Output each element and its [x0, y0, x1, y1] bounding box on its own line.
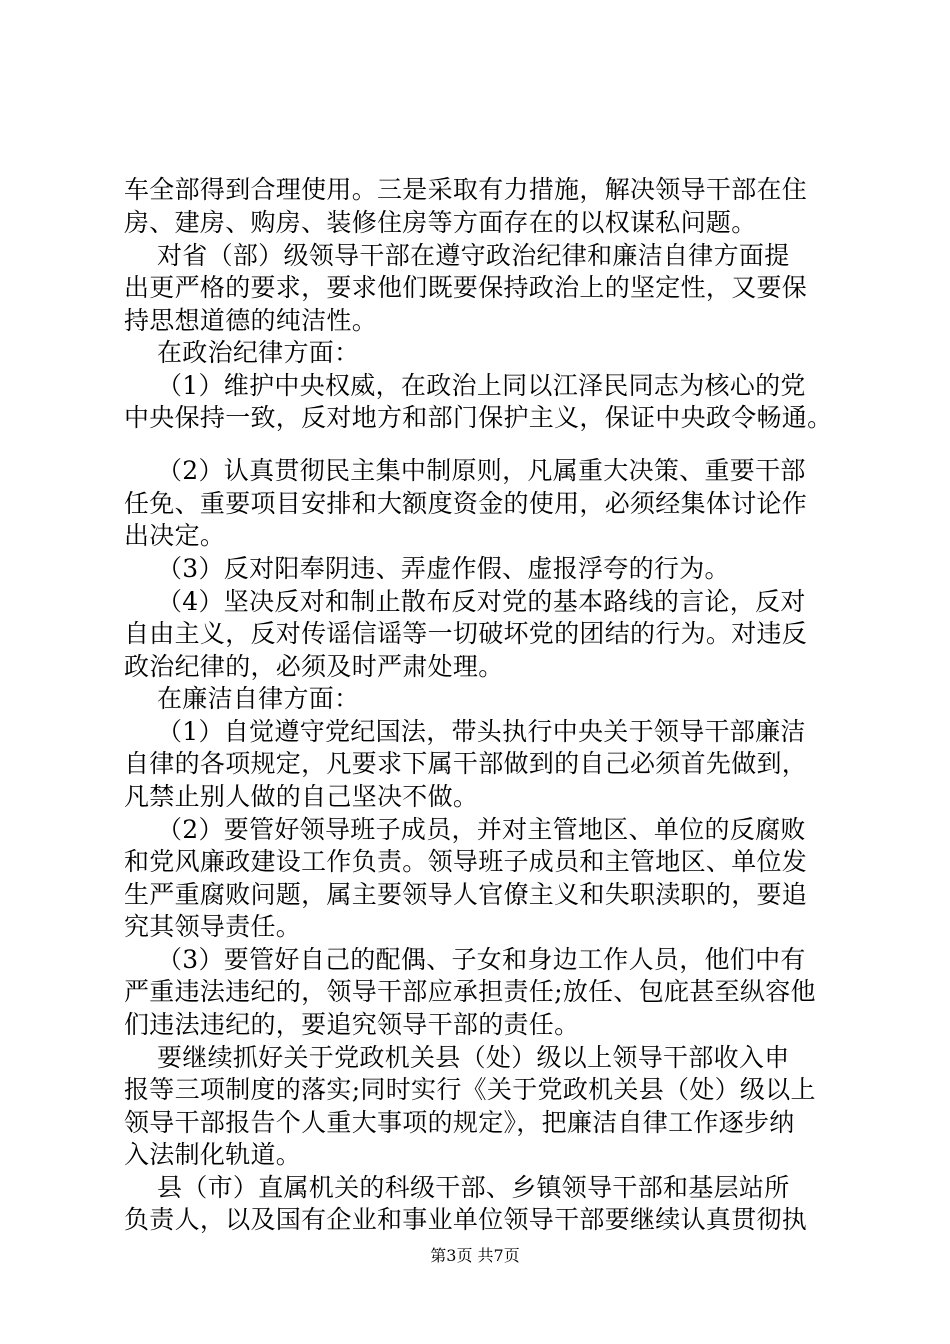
body-line: 任免、重要项目安排和大额度资金的使用，必须经集体讨论作 — [124, 489, 808, 518]
body-line: 严重违法违纪的，领导干部应承担责任;放任、包庇甚至纵容他 — [124, 977, 816, 1006]
body-line: 中央保持一致，反对地方和部门保护主义，保证中央政令畅通。 — [124, 403, 833, 432]
body-line: 在廉洁自律方面： — [124, 684, 360, 713]
body-line: 要继续抓好关于党政机关县（处）级以上领导干部收入申 — [124, 1043, 790, 1072]
body-line: 生严重腐败问题，属主要领导人官僚主义和失职渎职的，要追 — [124, 880, 808, 909]
body-line: 出决定。 — [124, 521, 226, 550]
body-line: 入法制化轨道。 — [124, 1140, 302, 1169]
body-line: （1）自觉遵守党纪国法，带头执行中央关于领导干部廉洁 — [124, 717, 806, 746]
body-line: 凡禁止别人做的自己坚决不做。 — [124, 782, 479, 811]
body-line: 自由主义，反对传谣信谣等一切破坏党的团结的行为。对违反 — [124, 619, 808, 648]
body-line: 房、建房、购房、装修住房等方面存在的以权谋私问题。 — [124, 208, 757, 237]
body-line: （1）维护中央权威，在政治上同以江泽民同志为核心的党 — [124, 371, 806, 400]
body-line: （2）要管好领导班子成员，并对主管地区、单位的反腐败 — [124, 815, 806, 844]
body-line: 车全部得到合理使用。三是采取有力措施，解决领导干部在住 — [124, 175, 808, 204]
body-line: （3）反对阳奉阴违、弄虚作假、虚报浮夸的行为。 — [124, 554, 730, 583]
body-line: 在政治纪律方面： — [124, 338, 360, 367]
body-line: 和党风廉政建设工作负责。领导班子成员和主管地区、单位发 — [124, 847, 808, 876]
body-line: 究其领导责任。 — [124, 912, 302, 941]
body-line: 对省（部）级领导干部在遵守政治纪律和廉洁自律方面提 — [124, 241, 790, 270]
body-line: 持思想道德的纯洁性。 — [124, 306, 378, 335]
body-line: 县（市）直属机关的科级干部、乡镇领导干部和基层站所 — [124, 1173, 790, 1202]
body-line: 们违法违纪的，要追究领导干部的责任。 — [124, 1010, 580, 1039]
body-line: 自律的各项规定，凡要求下属干部做到的自己必须首先做到， — [124, 749, 808, 778]
body-line: 报等三项制度的落实;同时实行《关于党政机关县（处）级以上 — [124, 1075, 816, 1104]
body-line: 领导干部报告个人重大事项的规定》，把廉洁自律工作逐步纳 — [124, 1108, 795, 1137]
body-line: 出更严格的要求，要求他们既要保持政治上的坚定性，又要保 — [124, 273, 808, 302]
body-line: 政治纪律的，必须及时严肃处理。 — [124, 652, 504, 681]
body-line: 负责人，以及国有企业和事业单位领导干部要继续认真贯彻执 — [124, 1205, 808, 1234]
page-number-footer: 第3页 共7页 — [430, 1246, 520, 1265]
body-line: （4）坚决反对和制止散布反对党的基本路线的言论，反对 — [124, 587, 806, 616]
body-line: （3）要管好自己的配偶、子女和身边工作人员，他们中有 — [124, 945, 806, 974]
body-line: （2）认真贯彻民主集中制原则，凡属重大决策、重要干部 — [124, 456, 806, 485]
